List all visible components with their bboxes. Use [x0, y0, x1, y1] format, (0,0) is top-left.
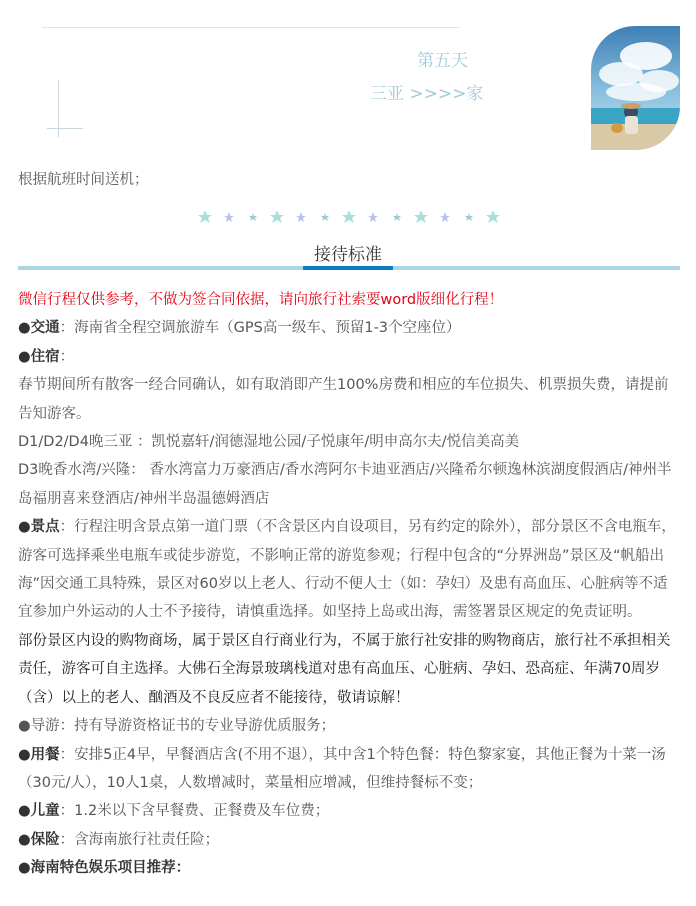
- lodging-policy: 春节期间所有散客一经合同确认，如有取消即产生100%房费和相应的车位损失、机票损失费，请提前告知游客。: [18, 377, 669, 422]
- section-title: 接待标准: [314, 245, 382, 265]
- scenic-label: ●景点: [18, 519, 60, 536]
- transport-item: [18, 314, 680, 342]
- insurance-text: ：含海南旅行社责任险；: [59, 831, 220, 848]
- transport-label: ●交通: [18, 320, 60, 337]
- meals-text: ：安排5正4早，早餐酒店含(不用不退），其中含1个特色餐：特色黎家宴，其他正餐为十菜一汤（30元/人），10人1桌，人数增减时，菜量相应增减，但维持餐标不变；: [18, 746, 666, 791]
- transfer-note: 根据航班时间送机；: [18, 172, 149, 188]
- star-divider: [195, 207, 505, 227]
- scenic-item: [18, 513, 680, 627]
- header-corner-hline: [47, 128, 83, 129]
- children-text: ：1.2米以下含早餐费、正餐费及车位费；: [59, 803, 330, 820]
- meals-item: [18, 741, 680, 798]
- insurance-item: [18, 826, 680, 854]
- meals-label: ●用餐: [18, 746, 60, 763]
- lodging-colon: ：: [59, 348, 75, 365]
- contract-notice: 微信行程仅供参考，不做为签合同依据，请向旅行社索要word版细化行程！: [18, 292, 504, 308]
- scenic-text: ：行程注明含景点第一道门票（不含景区内自设项目，另有约定的除外），部分景区不含电瓶车，游客可选择乘坐电瓶车或徒步游览，不影响正常的游览参观；行程中包含的“分界洲岛”景区及“帆船出海”因交通工具特殊，景区对60岁以上老人、行动不便人士（如：孕妇）及患有高血压、心脏病等不适宜参加户外运动的人士不予接待，请慎重选择。如坚持上岛或出海，需签署景区规定的免责证明。: [18, 519, 676, 621]
- lodging-label: ●住宿: [18, 348, 60, 365]
- lodging-xiangshui: D3晚香水湾/兴隆： 香水湾富力万豪酒店/香水湾阿尔卡迪亚酒店/兴隆希尔顿逸林滨湖度假酒店/神州半岛福朋喜来登酒店/神州半岛温德姆酒店: [18, 462, 672, 507]
- transport-text: ：海南省全程空调旅游车（GPS高一级车、预留1-3个空座位）: [59, 320, 461, 337]
- header-photo: [591, 26, 680, 150]
- entertainment-recommend: ●海南特色娱乐项目推荐：: [18, 860, 191, 877]
- lodging-sanya: D1/D2/D4晚三亚 ：凯悦嘉轩/润德湿地公园/子悦康年/明申高尔夫/悦信美高美: [18, 434, 520, 451]
- day-title: 第五天: [417, 51, 468, 71]
- lodging-item: [18, 343, 680, 371]
- children-item: [18, 797, 680, 825]
- reception-standards: [18, 286, 680, 883]
- insurance-label: ●保险: [18, 831, 60, 848]
- shopping-note: 部份景区内设的购物商场，属于景区自行商业行为，不属于旅行社安排的购物商店，旅行社不承担相关责任，游客可自主选择。大佛石全海景玻璃栈道对患有高血压、心脏病、孕妇、恐高症、年满70周岁（含）以上的老人、酗酒及不良反应者不能接待，敬请谅解！: [18, 632, 671, 706]
- section-band-accent: [303, 266, 393, 270]
- children-label: ●儿童: [18, 803, 60, 820]
- route-text: 三亚 >>>>家: [370, 84, 484, 104]
- header-top-rule: [42, 27, 459, 28]
- guide-item: ●导游：持有导游资格证书的专业导游优质服务；: [18, 718, 336, 735]
